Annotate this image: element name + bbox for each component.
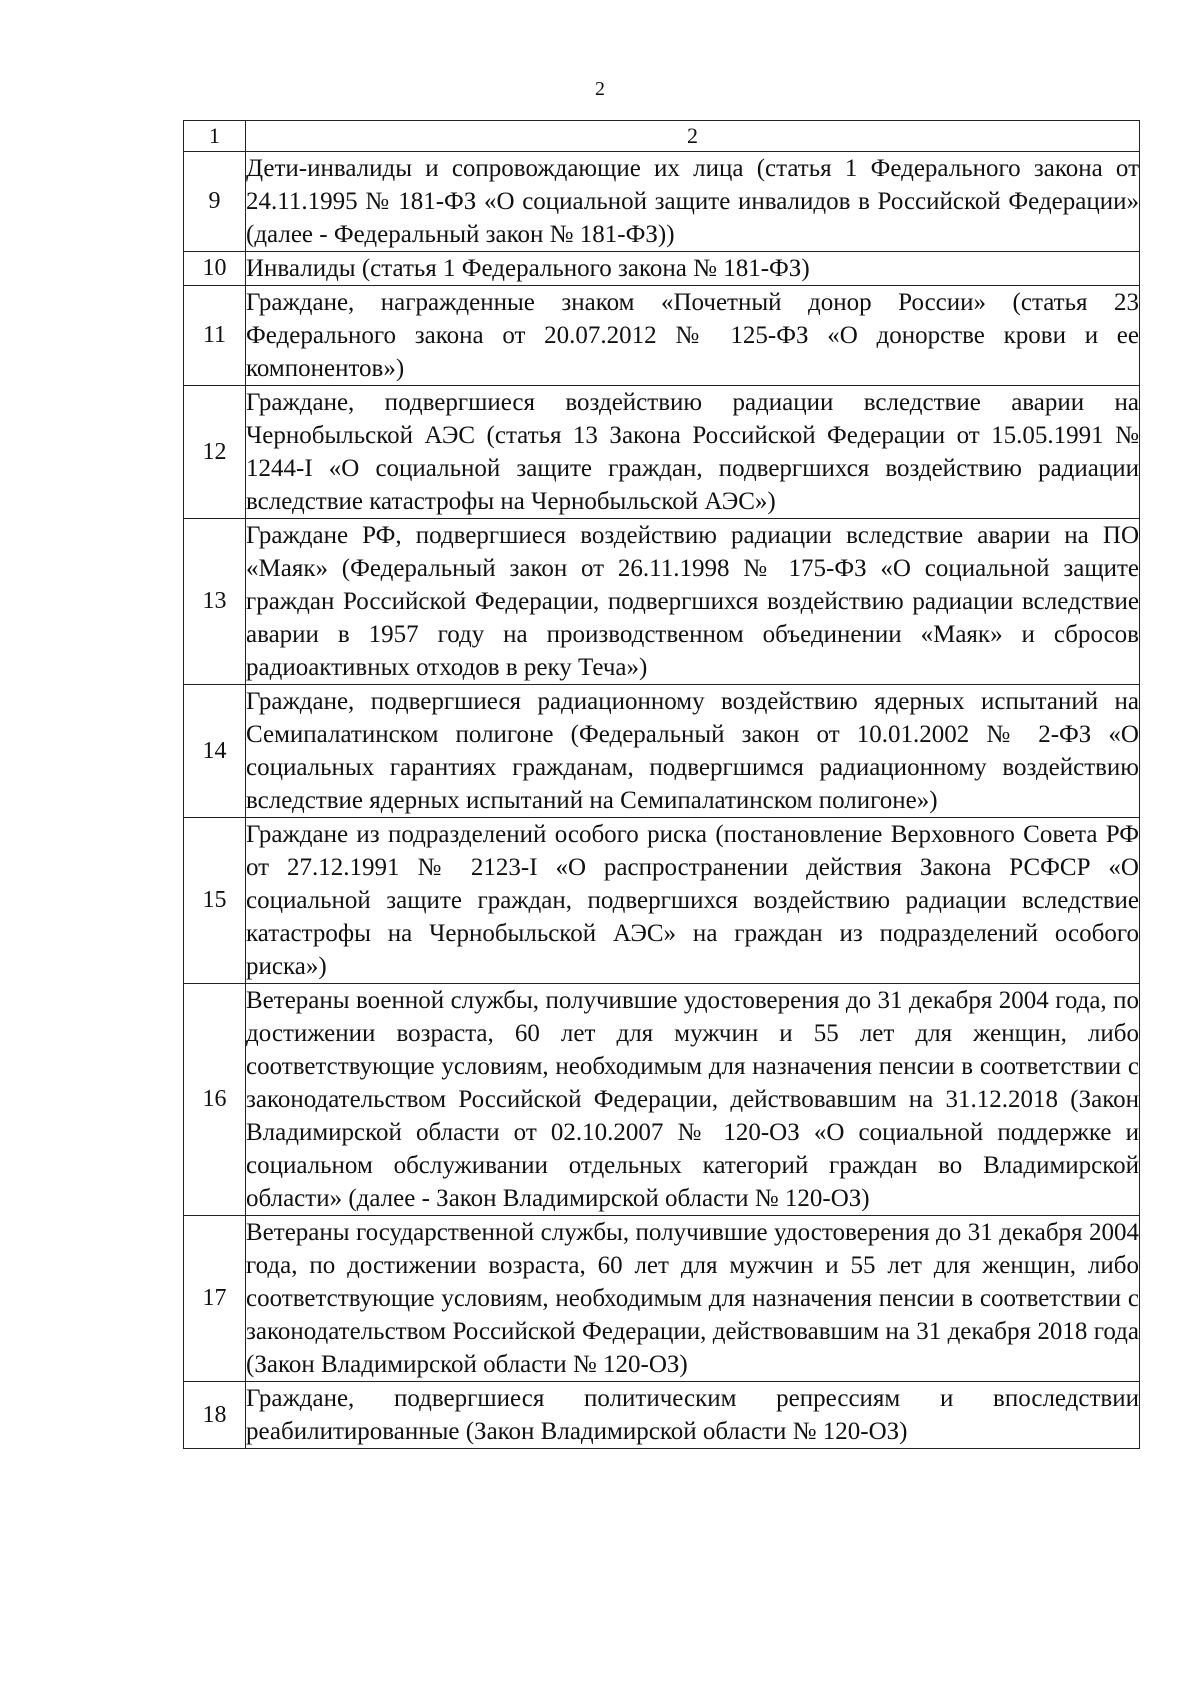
table-row xyxy=(184,1382,1140,1449)
table-row xyxy=(184,818,1140,984)
table-row xyxy=(184,386,1140,519)
row-number: 11 xyxy=(184,286,246,386)
row-text: Граждане, подвергшиеся воздействию радиации вследствие аварии на Чернобыльской АЭС (статья 13 Закона Российской Федерации от 15.05.1991 № 1244-I «О социальной защите граждан, подвергшихся воздействию радиации вследствие катастрофы на Чернобыльской АЭС») xyxy=(246,386,1140,519)
page-number: 2 xyxy=(595,78,605,100)
row-text: Граждане, подвергшиеся радиационному воздействию ядерных испытаний на Семипалатинском полигоне (Федеральный закон от 10.01.2002 № 2-ФЗ «О социальных гарантиях гражданам, подвергшимся радиационному воздействию вследствие ядерных испытаний на Семипалатинском полигоне») xyxy=(246,685,1140,818)
row-text: Инвалиды (статья 1 Федерального закона № 181-ФЗ) xyxy=(246,252,1140,286)
row-number: 9 xyxy=(184,152,246,252)
row-number: 15 xyxy=(184,818,246,984)
column-header-number: 1 xyxy=(184,121,246,152)
table-row xyxy=(184,685,1140,818)
table-row xyxy=(184,519,1140,685)
row-number: 10 xyxy=(184,252,246,286)
row-text: Ветераны государственной службы, получившие удостоверения до 31 декабря 2004 года, по достижении возраста, 60 лет для мужчин и 55 лет для женщин, либо соответствующие условиям, необходимым для назначения пенсии в соответствии с законодательством Российской Федерации, действовавшим на 31 декабря 2018 года (Закон Владимирской области № 120-ОЗ) xyxy=(246,1216,1140,1382)
row-number: 16 xyxy=(184,984,246,1216)
table-row xyxy=(184,984,1140,1216)
categories-table xyxy=(183,120,1140,1449)
row-text: Граждане, подвергшиеся политическим репрессиям и впоследствии реабилитированные (Закон Владимирской области № 120-ОЗ) xyxy=(246,1382,1140,1449)
row-text: Граждане из подразделений особого риска (постановление Верховного Совета РФ от 27.12.1991 № 2123-I «О распространении действия Закона РСФСР «О социальной защите граждан, подвергшихся воздействию радиации вследствие катастрофы на Чернобыльской АЭС» на граждан из подразделений особого риска») xyxy=(246,818,1140,984)
table-row xyxy=(184,1216,1140,1382)
column-header-text: 2 xyxy=(246,121,1140,152)
row-number: 14 xyxy=(184,685,246,818)
table-row xyxy=(184,252,1140,286)
row-text: Граждане РФ, подвергшиеся воздействию радиации вследствие аварии на ПО «Маяк» (Федеральный закон от 26.11.1998 № 175-ФЗ «О социальной защите граждан Российской Федерации, подвергшихся воздействию радиации вследствие аварии в 1957 году на производственном объединении «Маяк» и сбросов радиоактивных отходов в реку Теча») xyxy=(246,519,1140,685)
table-header-row xyxy=(184,121,1140,152)
row-text: Граждане, награжденные знаком «Почетный донор России» (статья 23 Федерального закона от 20.07.2012 № 125-ФЗ «О донорстве крови и ее компонентов») xyxy=(246,286,1140,386)
table-row xyxy=(184,286,1140,386)
row-number: 13 xyxy=(184,519,246,685)
row-number: 18 xyxy=(184,1382,246,1449)
row-text: Ветераны военной службы, получившие удостоверения до 31 декабря 2004 года, по достижении возраста, 60 лет для мужчин и 55 лет для женщин, либо соответствующие условиям, необходимым для назначения пенсии в соответствии с законодательством Российской Федерации, действовавшим на 31.12.2018 (Закон Владимирской области от 02.10.2007 № 120-ОЗ «О социальной поддержке и социальном обслуживании отдельных категорий граждан во Владимирской области» (далее - Закон Владимирской области № 120-ОЗ) xyxy=(246,984,1140,1216)
row-text: Дети-инвалиды и сопровождающие их лица (статья 1 Федерального закона от 24.11.1995 № 181-ФЗ «О социальной защите инвалидов в Российской Федерации» (далее - Федеральный закон № 181-ФЗ)) xyxy=(246,152,1140,252)
row-number: 17 xyxy=(184,1216,246,1382)
row-number: 12 xyxy=(184,386,246,519)
table-row xyxy=(184,152,1140,252)
